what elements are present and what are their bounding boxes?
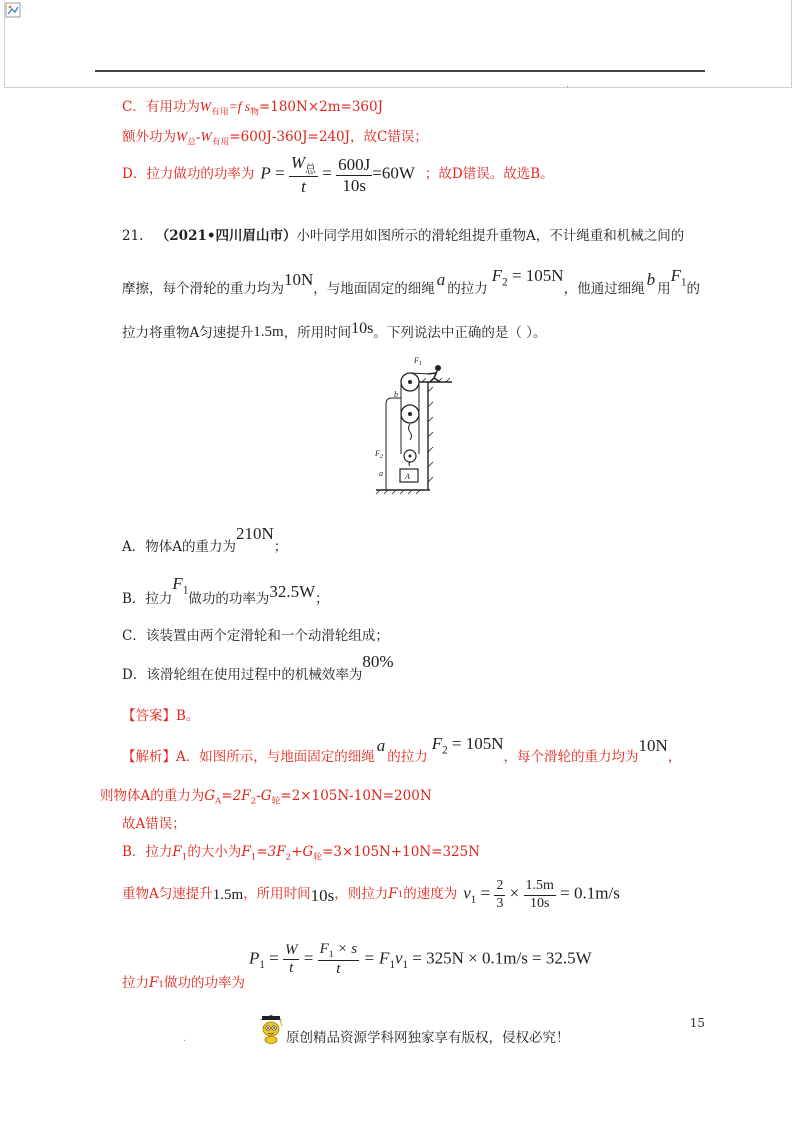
figure-label-a: a bbox=[379, 469, 383, 478]
header-rule bbox=[95, 70, 705, 72]
analysis-line1: 【解析】A．如图所示，与地面固定的细绳 a 的拉力 $F_2 = 105N$ ，每个滑轮的重力均为 10N ， bbox=[122, 733, 682, 765]
figure-label-f1: F bbox=[414, 356, 419, 365]
option-c: C．该装置由两个定滑轮和一个动滑轮组成； bbox=[122, 628, 389, 644]
analysis-line2: 则物体A的重力为$G_A=2F_2-G_轮=2\times 105N-10N=200N$ bbox=[100, 788, 432, 807]
c-useful-line: C．有用功为$W_{有用}=f$ $s_物=180N\times 2m=360J$ bbox=[122, 99, 384, 118]
figure-label-b: b bbox=[394, 390, 398, 399]
question-21-line2: 摩擦，每个滑轮的重力均为 10N ，与地面固定的细绳 a 的拉力 $F_2 = 105N$ ，他通过细绳 b 用 $F_1$ 的 bbox=[122, 265, 700, 297]
option-b: B．拉力 $F_1$ 做功的功率为 32.5W ； bbox=[122, 573, 329, 607]
answer-line: 【答案】B。 bbox=[122, 708, 200, 724]
option-d: D．该滑轮组在使用过程中的机械效率为 80% bbox=[122, 652, 394, 683]
broken-image-icon bbox=[5, 2, 21, 18]
question-21-line1: 21. （2021•四川眉山市）小叶同学用如图所示的滑轮组提升重物A，不计绳重和机械之间的 bbox=[122, 228, 685, 244]
footer-copyright: 原创精品资源学科网独家享有版权，侵权必究！ bbox=[286, 1030, 570, 1046]
figure-label-f2: F bbox=[375, 449, 380, 458]
power-formula: $P_1$ = $\frac{W}{t}$ = $\frac{F_1 \times s}{t}$ = $F_1v_1 = 325N \times 0.1m/s = 32.5W$ bbox=[248, 940, 592, 977]
d-power-formula: P = $\frac{W_总}{t}$ = $\frac{600J}{10s}$ =60W bbox=[260, 153, 415, 197]
mascot-logo-icon bbox=[258, 1014, 284, 1044]
analysis-line6: 拉力 F 1 做功的功率为 $P_1$ = $\frac{W}{t}$ = $\frac{F_1 \times s}{t}$ = $F_1v_1 = 325N \times 0.1m/s = 32.5W$ bbox=[122, 940, 592, 991]
svg-text:F2: $F_2$ bbox=[375, 449, 383, 460]
d-power-line: D．拉力做功的功率为 P = $\frac{W_总}{t}$ = $\frac{600J}{10s}$ =60W ；故D错误。故选B。 bbox=[122, 153, 554, 197]
question-21-line3: 拉力将重物A匀速提升 1.5m ，所用时间 10s 。下列说法中正确的是（ ）。 bbox=[122, 320, 547, 341]
analysis-line3: 故A错误； bbox=[122, 816, 186, 832]
pulley-figure bbox=[370, 352, 454, 496]
analysis-line4: B．拉力$F_1$的大小为$F_1=3F_2+G_轮=3\times 105N+10N=325N$ bbox=[122, 844, 481, 863]
page-number: 15 bbox=[689, 1016, 705, 1030]
velocity-formula: $v_1$ = $\frac{2}{3}$ × $\frac{1.5m}{10s}$ = 0.1m/s bbox=[463, 878, 620, 911]
analysis-line5: 重物A匀速提升 1.5m ，所用时间 10s ，则拉力 F 1 的速度为 $v_1$ = $\frac{2}{3}$ × $\frac{1.5m}{10s}$ = 0.1m/s bbox=[122, 878, 620, 911]
extra-work-line: 额外功为$W_总-W_{有用}=600J-360J=240J$，故C错误； bbox=[122, 129, 428, 148]
figure-label-block-a: A bbox=[405, 472, 410, 481]
header-frame bbox=[4, 0, 792, 88]
footer-dot: . bbox=[183, 1034, 186, 1044]
svg-text:F1: $F_1$ bbox=[414, 356, 422, 367]
header-dot: . bbox=[566, 80, 569, 90]
option-a: A．物体A的重力为 210N ； bbox=[122, 524, 288, 555]
